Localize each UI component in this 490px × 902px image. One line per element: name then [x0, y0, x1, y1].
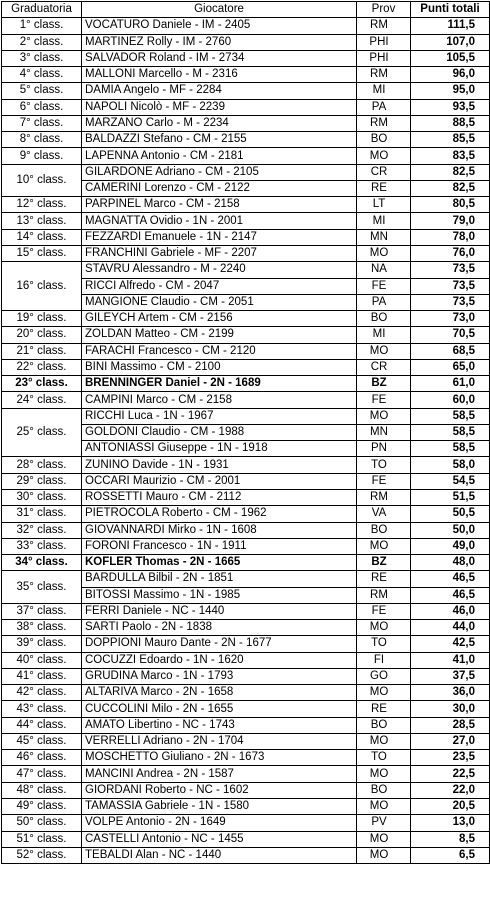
- player-name-cell: ZUNINO Davide - 1N - 1931: [82, 457, 357, 473]
- table-row: [2, 359, 490, 375]
- points-cell: 58,5: [411, 408, 490, 424]
- rank-cell: 37° class.: [2, 603, 82, 619]
- province-cell: PHI: [357, 50, 411, 66]
- table-row: [2, 115, 490, 131]
- rank-cell: 50° class.: [2, 815, 82, 831]
- table-row: [2, 571, 490, 587]
- player-name-cell: GILARDONE Adriano - CM - 2105: [82, 164, 357, 180]
- player-name-cell: GIOVANNARDI Mirko - 1N - 1608: [82, 522, 357, 538]
- rank-cell: 41° class.: [2, 668, 82, 684]
- province-cell: BO: [357, 132, 411, 148]
- points-cell: 82,5: [411, 180, 490, 196]
- player-name-cell: FARACHI Francesco - CM - 2120: [82, 343, 357, 359]
- player-name-cell: GIORDANI Roberto - NC - 1602: [82, 782, 357, 798]
- province-cell: RM: [357, 115, 411, 131]
- rank-cell: 33° class.: [2, 538, 82, 554]
- points-cell: 58,5: [411, 441, 490, 457]
- rank-cell: 42° class.: [2, 685, 82, 701]
- table-row: [2, 522, 490, 538]
- rank-cell: 19° class.: [2, 311, 82, 327]
- player-name-cell: STAVRU Alessandro - M - 2240: [82, 262, 357, 278]
- header-prov: Prov: [357, 2, 411, 18]
- player-name-cell: DAMIA Angelo - MF - 2284: [82, 83, 357, 99]
- player-name-cell: RICCI Alfredo - CM - 2047: [82, 278, 357, 294]
- province-cell: MO: [357, 408, 411, 424]
- province-cell: MO: [357, 620, 411, 636]
- points-cell: 50,0: [411, 522, 490, 538]
- province-cell: PN: [357, 441, 411, 457]
- player-name-cell: RICCHI Luca - 1N - 1967: [82, 408, 357, 424]
- province-cell: BZ: [357, 555, 411, 571]
- points-cell: 50,5: [411, 506, 490, 522]
- rank-cell: 21° class.: [2, 343, 82, 359]
- rank-cell: 31° class.: [2, 506, 82, 522]
- province-cell: FE: [357, 473, 411, 489]
- rank-cell: 39° class.: [2, 636, 82, 652]
- table-row: [2, 506, 490, 522]
- rank-cell: 22° class.: [2, 359, 82, 375]
- province-cell: RE: [357, 180, 411, 196]
- rank-cell: 29° class.: [2, 473, 82, 489]
- points-cell: 65,0: [411, 359, 490, 375]
- player-name-cell: MAGNATTA Ovidio - 1N - 2001: [82, 213, 357, 229]
- player-name-cell: MANCINI Andrea - 2N - 1587: [82, 766, 357, 782]
- header-graduatoria: Graduatoria: [2, 2, 82, 18]
- rank-cell: 49° class.: [2, 799, 82, 815]
- points-cell: 58,5: [411, 424, 490, 440]
- points-cell: 22,0: [411, 782, 490, 798]
- province-cell: RE: [357, 571, 411, 587]
- rank-cell: 20° class.: [2, 327, 82, 343]
- header-row: [2, 2, 490, 18]
- rank-cell: 23° class.: [2, 376, 82, 392]
- player-name-cell: FORONI Francesco - 1N - 1911: [82, 538, 357, 554]
- province-cell: RM: [357, 489, 411, 505]
- province-cell: TO: [357, 636, 411, 652]
- rank-cell: 45° class.: [2, 733, 82, 749]
- table-row: [2, 99, 490, 115]
- province-cell: MO: [357, 831, 411, 847]
- table-row: [2, 636, 490, 652]
- points-cell: 73,5: [411, 262, 490, 278]
- player-name-cell: ROSSETTI Mauro - CM - 2112: [82, 489, 357, 505]
- province-cell: BZ: [357, 376, 411, 392]
- player-name-cell: OCCARI Maurizio - CM - 2001: [82, 473, 357, 489]
- province-cell: PV: [357, 815, 411, 831]
- table-row: [2, 164, 490, 180]
- rank-cell: 51° class.: [2, 831, 82, 847]
- player-name-cell: PARPINEL Marco - CM - 2158: [82, 197, 357, 213]
- player-name-cell: FERRI Daniele - NC - 1440: [82, 603, 357, 619]
- rank-cell: 47° class.: [2, 766, 82, 782]
- table-row: [2, 685, 490, 701]
- province-cell: MO: [357, 245, 411, 261]
- player-name-cell: AMATO Libertino - NC - 1743: [82, 717, 357, 733]
- table-body: [2, 18, 490, 864]
- player-name-cell: SALVADOR Roland - IM - 2734: [82, 50, 357, 66]
- table-row: [2, 197, 490, 213]
- player-name-cell: VERRELLI Adriano - 2N - 1704: [82, 733, 357, 749]
- table-row: [2, 799, 490, 815]
- points-cell: 23,5: [411, 750, 490, 766]
- rank-cell: 14° class.: [2, 229, 82, 245]
- table-row: [2, 733, 490, 749]
- points-cell: 36,0: [411, 685, 490, 701]
- rank-cell: 7° class.: [2, 115, 82, 131]
- table-row: [2, 489, 490, 505]
- table-row: [2, 750, 490, 766]
- rank-cell: 13° class.: [2, 213, 82, 229]
- rank-cell: 16° class.: [2, 262, 82, 311]
- rank-cell: 52° class.: [2, 847, 82, 863]
- table-row: [2, 18, 490, 34]
- table-row: [2, 701, 490, 717]
- points-cell: 46,0: [411, 603, 490, 619]
- province-cell: MO: [357, 799, 411, 815]
- province-cell: MO: [357, 343, 411, 359]
- player-name-cell: GOLDONI Claudio - CM - 1988: [82, 424, 357, 440]
- points-cell: 73,5: [411, 294, 490, 310]
- points-cell: 73,0: [411, 311, 490, 327]
- province-cell: MO: [357, 766, 411, 782]
- player-name-cell: CAMPINI Marco - CM - 2158: [82, 392, 357, 408]
- table-row: [2, 311, 490, 327]
- rank-cell: 4° class.: [2, 67, 82, 83]
- rank-cell: 30° class.: [2, 489, 82, 505]
- player-name-cell: ANTONIASSI Giuseppe - 1N - 1918: [82, 441, 357, 457]
- province-cell: MO: [357, 148, 411, 164]
- points-cell: 41,0: [411, 652, 490, 668]
- province-cell: PHI: [357, 34, 411, 50]
- player-name-cell: GRUDINA Marco - 1N - 1793: [82, 668, 357, 684]
- points-cell: 46,5: [411, 587, 490, 603]
- province-cell: MO: [357, 733, 411, 749]
- province-cell: BO: [357, 522, 411, 538]
- player-name-cell: CASTELLI Antonio - NC - 1455: [82, 831, 357, 847]
- table-row: [2, 50, 490, 66]
- table-row: [2, 83, 490, 99]
- rank-cell: 12° class.: [2, 197, 82, 213]
- table-row: [2, 782, 490, 798]
- points-cell: 37,5: [411, 668, 490, 684]
- table-row: [2, 457, 490, 473]
- rank-cell: 34° class.: [2, 555, 82, 571]
- table-row: [2, 343, 490, 359]
- province-cell: MI: [357, 327, 411, 343]
- points-cell: 44,0: [411, 620, 490, 636]
- province-cell: MO: [357, 685, 411, 701]
- province-cell: NA: [357, 262, 411, 278]
- province-cell: CR: [357, 164, 411, 180]
- player-name-cell: BINI Massimo - CM - 2100: [82, 359, 357, 375]
- table-row: [2, 473, 490, 489]
- province-cell: TO: [357, 750, 411, 766]
- rank-cell: 6° class.: [2, 99, 82, 115]
- points-cell: 73,5: [411, 278, 490, 294]
- player-name-cell: CUCCOLINI Milo - 2N - 1655: [82, 701, 357, 717]
- rank-cell: 1° class.: [2, 18, 82, 34]
- points-cell: 30,0: [411, 701, 490, 717]
- province-cell: GO: [357, 668, 411, 684]
- table-row: [2, 847, 490, 863]
- rank-cell: 28° class.: [2, 457, 82, 473]
- province-cell: TO: [357, 457, 411, 473]
- player-name-cell: KOFLER Thomas - 2N - 1665: [82, 555, 357, 571]
- player-name-cell: FEZZARDI Emanuele - 1N - 2147: [82, 229, 357, 245]
- rank-cell: 25° class.: [2, 408, 82, 457]
- points-cell: 27,0: [411, 733, 490, 749]
- province-cell: MI: [357, 83, 411, 99]
- points-cell: 85,5: [411, 132, 490, 148]
- points-cell: 20,5: [411, 799, 490, 815]
- points-cell: 54,5: [411, 473, 490, 489]
- province-cell: MN: [357, 424, 411, 440]
- province-cell: MI: [357, 213, 411, 229]
- rank-cell: 46° class.: [2, 750, 82, 766]
- rank-cell: 38° class.: [2, 620, 82, 636]
- player-name-cell: PIETROCOLA Roberto - CM - 1962: [82, 506, 357, 522]
- rank-cell: 32° class.: [2, 522, 82, 538]
- points-cell: 42,5: [411, 636, 490, 652]
- rank-cell: 2° class.: [2, 34, 82, 50]
- table-row: [2, 538, 490, 554]
- points-cell: 8,5: [411, 831, 490, 847]
- province-cell: FE: [357, 392, 411, 408]
- points-cell: 80,5: [411, 197, 490, 213]
- rank-cell: 44° class.: [2, 717, 82, 733]
- province-cell: MO: [357, 538, 411, 554]
- province-cell: CR: [357, 359, 411, 375]
- rank-cell: 24° class.: [2, 392, 82, 408]
- table-row: [2, 831, 490, 847]
- table-header: [2, 2, 490, 18]
- player-name-cell: VOCATURO Daniele - IM - 2405: [82, 18, 357, 34]
- rank-cell: 15° class.: [2, 245, 82, 261]
- player-name-cell: TAMASSIA Gabriele - 1N - 1580: [82, 799, 357, 815]
- table-row: [2, 229, 490, 245]
- table-row: [2, 392, 490, 408]
- points-cell: 49,0: [411, 538, 490, 554]
- points-cell: 13,0: [411, 815, 490, 831]
- player-name-cell: MALLONI Marcello - M - 2316: [82, 67, 357, 83]
- points-cell: 93,5: [411, 99, 490, 115]
- points-cell: 78,0: [411, 229, 490, 245]
- player-name-cell: BRENNINGER Daniel - 2N - 1689: [82, 376, 357, 392]
- table-row: [2, 668, 490, 684]
- points-cell: 111,5: [411, 18, 490, 34]
- table-row: [2, 652, 490, 668]
- table-row: [2, 603, 490, 619]
- player-name-cell: MOSCHETTO Giuliano - 2N - 1673: [82, 750, 357, 766]
- player-name-cell: DOPPIONI Mauro Dante - 2N - 1677: [82, 636, 357, 652]
- player-name-cell: VOLPE Antonio - 2N - 1649: [82, 815, 357, 831]
- table-row: [2, 67, 490, 83]
- province-cell: RE: [357, 701, 411, 717]
- points-cell: 95,0: [411, 83, 490, 99]
- province-cell: FE: [357, 278, 411, 294]
- table-row: [2, 34, 490, 50]
- player-name-cell: ALTARIVA Marco - 2N - 1658: [82, 685, 357, 701]
- table-row: [2, 245, 490, 261]
- points-cell: 96,0: [411, 67, 490, 83]
- player-name-cell: SARTI Paolo - 2N - 1838: [82, 620, 357, 636]
- province-cell: RM: [357, 587, 411, 603]
- standings-table: [1, 1, 490, 864]
- points-cell: 83,5: [411, 148, 490, 164]
- points-cell: 46,5: [411, 571, 490, 587]
- table-row: [2, 213, 490, 229]
- rank-cell: 48° class.: [2, 782, 82, 798]
- player-name-cell: BITOSSI Massimo - 1N - 1985: [82, 587, 357, 603]
- points-cell: 88,5: [411, 115, 490, 131]
- points-cell: 82,5: [411, 164, 490, 180]
- points-cell: 68,5: [411, 343, 490, 359]
- province-cell: BO: [357, 717, 411, 733]
- province-cell: VA: [357, 506, 411, 522]
- header-giocatore: Giocatore: [82, 2, 357, 18]
- rank-cell: 8° class.: [2, 132, 82, 148]
- province-cell: FE: [357, 603, 411, 619]
- rank-cell: 5° class.: [2, 83, 82, 99]
- points-cell: 58,0: [411, 457, 490, 473]
- points-cell: 48,0: [411, 555, 490, 571]
- player-name-cell: FRANCHINI Gabriele - MF - 2207: [82, 245, 357, 261]
- player-name-cell: MANGIONE Claudio - CM - 2051: [82, 294, 357, 310]
- table-row: [2, 262, 490, 278]
- player-name-cell: GILEYCH Artem - CM - 2156: [82, 311, 357, 327]
- points-cell: 61,0: [411, 376, 490, 392]
- points-cell: 107,0: [411, 34, 490, 50]
- table-row: [2, 148, 490, 164]
- rank-cell: 35° class.: [2, 571, 82, 604]
- province-cell: BO: [357, 782, 411, 798]
- points-cell: 51,5: [411, 489, 490, 505]
- table-row: [2, 815, 490, 831]
- player-name-cell: TEBALDI Alan - NC - 1440: [82, 847, 357, 863]
- table-row: [2, 766, 490, 782]
- points-cell: 22,5: [411, 766, 490, 782]
- player-name-cell: ZOLDAN Matteo - CM - 2199: [82, 327, 357, 343]
- table-row: [2, 620, 490, 636]
- table-row: [2, 408, 490, 424]
- table-row: [2, 327, 490, 343]
- points-cell: 79,0: [411, 213, 490, 229]
- points-cell: 60,0: [411, 392, 490, 408]
- player-name-cell: COCUZZI Edoardo - 1N - 1620: [82, 652, 357, 668]
- province-cell: PA: [357, 99, 411, 115]
- table-row: [2, 717, 490, 733]
- points-cell: 28,5: [411, 717, 490, 733]
- rank-cell: 40° class.: [2, 652, 82, 668]
- province-cell: FI: [357, 652, 411, 668]
- province-cell: MO: [357, 847, 411, 863]
- province-cell: PA: [357, 294, 411, 310]
- points-cell: 6,5: [411, 847, 490, 863]
- rank-cell: 3° class.: [2, 50, 82, 66]
- player-name-cell: CAMERINI Lorenzo - CM - 2122: [82, 180, 357, 196]
- player-name-cell: BALDAZZI Stefano - CM - 2155: [82, 132, 357, 148]
- province-cell: BO: [357, 311, 411, 327]
- header-punti: Punti totali: [411, 2, 490, 18]
- rank-cell: 9° class.: [2, 148, 82, 164]
- table-row: [2, 132, 490, 148]
- table-row: [2, 555, 490, 571]
- player-name-cell: MARZANO Carlo - M - 2234: [82, 115, 357, 131]
- points-cell: 70,5: [411, 327, 490, 343]
- points-cell: 76,0: [411, 245, 490, 261]
- player-name-cell: LAPENNA Antonio - CM - 2181: [82, 148, 357, 164]
- table-row: [2, 376, 490, 392]
- rank-cell: 10° class.: [2, 164, 82, 197]
- province-cell: LT: [357, 197, 411, 213]
- province-cell: RM: [357, 67, 411, 83]
- rank-cell: 43° class.: [2, 701, 82, 717]
- player-name-cell: MARTINEZ Rolly - IM - 2760: [82, 34, 357, 50]
- player-name-cell: NAPOLI Nicolò - MF - 2239: [82, 99, 357, 115]
- province-cell: RM: [357, 18, 411, 34]
- points-cell: 105,5: [411, 50, 490, 66]
- player-name-cell: BARDULLA Bilbil - 2N - 1851: [82, 571, 357, 587]
- province-cell: MN: [357, 229, 411, 245]
